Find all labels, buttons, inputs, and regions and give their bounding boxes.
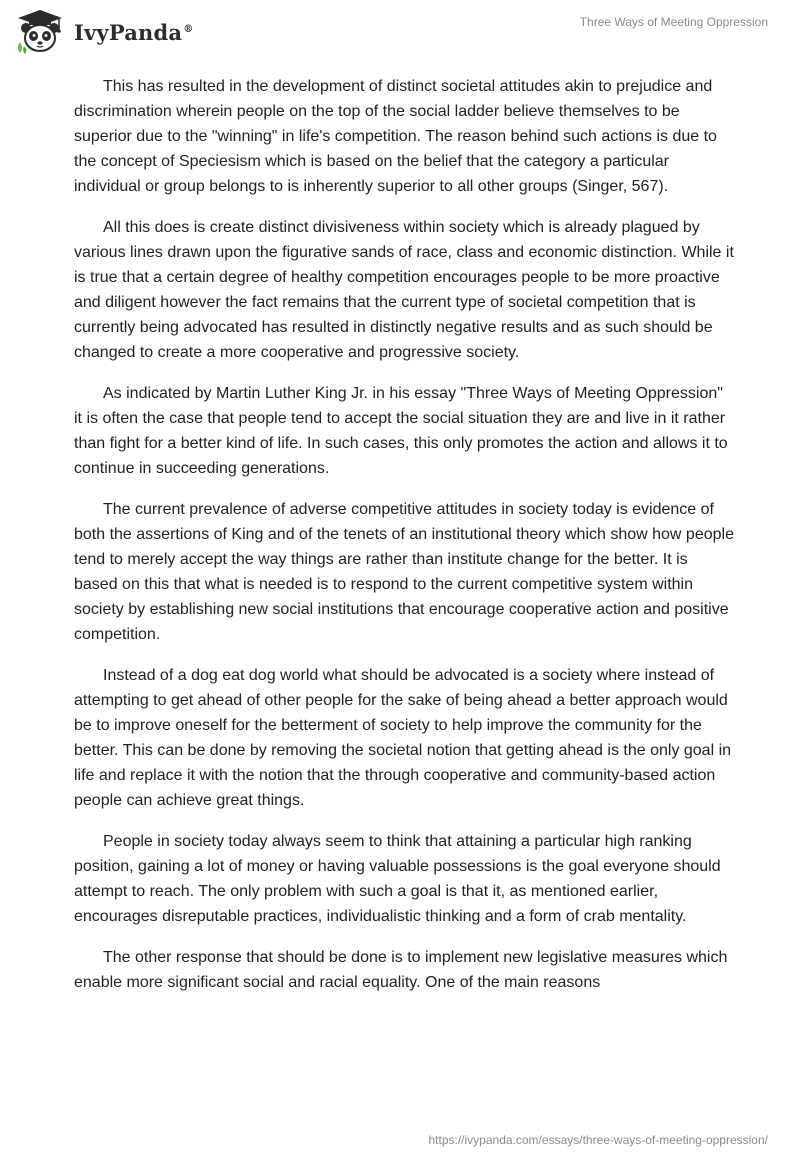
- brand-name: IvyPanda®: [74, 19, 194, 45]
- essay-paragraph: This has resulted in the development of distinct societal attitudes akin to prejudice and discrimination wherein people on the top of the social ladder believe themselves to be superior due to the "winning" in life's competition. The reason behind such actions is due to the concept of Speciesism which is based on the belief that the category a particular individual or group belongs to is inherently superior to all other groups (Singer, 567).: [74, 78, 717, 195]
- essay-paragraph: People in society today always seem to think that attaining a particular high ranking position, gaining a lot of money or having valuable possessions is the goal everyone should attempt to reach. The only problem with such a goal is that it, as mentioned earlier, encourages disreputable practices, individualistic thinking and a form of crab mentality.: [74, 833, 721, 925]
- source-url[interactable]: https://ivypanda.com/essays/three-ways-of-meeting-oppression/: [428, 1133, 768, 1147]
- ivypanda-logo[interactable]: [14, 8, 193, 54]
- essay-body: [74, 74, 734, 1011]
- essay-paragraph: Instead of a dog eat dog world what should be advocated is a society where instead of attempting to get ahead of other people for the sake of being ahead a better approach would be to improve oneself for the betterment of society to help improve the community for the better. This can be done by removing the societal notion that getting ahead is the only goal in life and replace it with the notion that the through cooperative and community-based action people can achieve great things.: [74, 667, 732, 809]
- page-header: [0, 0, 800, 70]
- panda-graduate-logo-icon: [14, 8, 66, 54]
- essay-paragraph: As indicated by Martin Luther King Jr. in his essay "Three Ways of Meeting Oppression" it is often the case that people tend to accept the social situation they are and live in it rather than fight for a better kind of life. In such cases, this only promotes the action and allows it to continue in succeeding generations.: [74, 385, 728, 477]
- essay-paragraph: The other response that should be done is to implement new legislative measures which enable more significant social and racial equality. One of the main reasons: [74, 949, 728, 991]
- essay-paragraph: All this does is create distinct divisiveness within society which is already plagued by various lines drawn upon the figurative sands of race, class and economic distinction. While it is true that a certain degree of healthy competition encourages people to be more proactive and diligent however the fact remains that the current type of societal competition that is currently being advocated has resulted in distinctly negative results and as such should be changed to create a more cooperative and progressive society.: [74, 219, 734, 361]
- essay-paragraph: The current prevalence of adverse competitive attitudes in society today is evidence of both the assertions of King and of the tenets of an institutional theory which show how people tend to merely accept the way things are rather than institute change for the better. It is based on this that what is needed is to respond to the current competitive system within society by establishing new social institutions that encourage cooperative action and positive competition.: [74, 501, 734, 643]
- registered-mark: ®: [183, 23, 194, 35]
- document-title: Three Ways of Meeting Oppression: [579, 15, 768, 29]
